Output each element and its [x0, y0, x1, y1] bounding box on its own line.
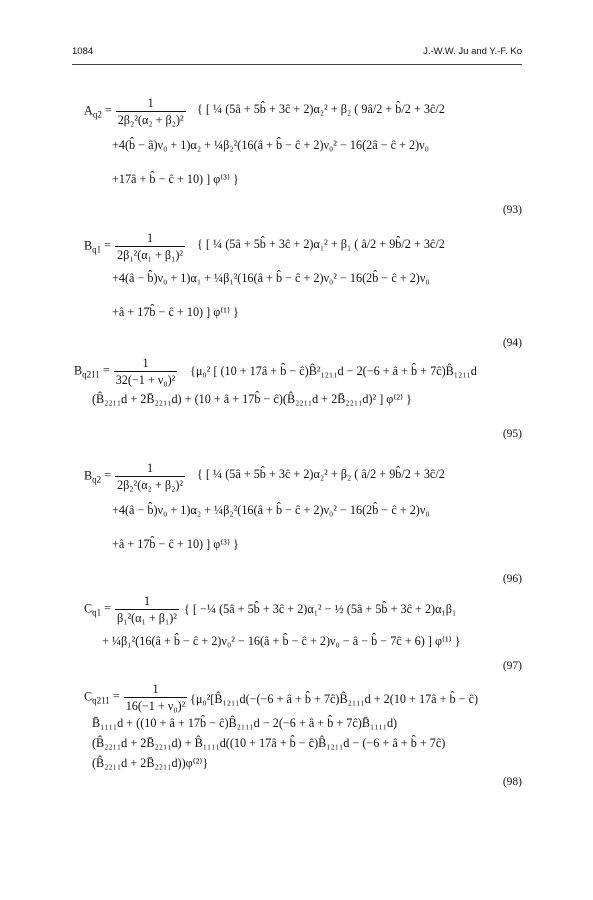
equation-line: { [ −¼ (5â + 5b̂ + 3ĉ + 2)α₁² − ½ (5â + 5b̂ + 3ĉ + 2)α₁β₁ [184, 602, 457, 616]
lhs-symbol: C [84, 601, 93, 616]
equation-line: B̄₁₁₁₁d + ((10 + â + 17b̂ − ĉ)B̂₂₁₁₁d − 2(−6 + â + b̂ + 7ĉ)B̄₁₁₁₁d) [92, 716, 398, 730]
prefactor [115, 594, 179, 625]
equation-line: {μ₀² [ (10 + 17â + b̂ − ĉ)B̂²₁₂₁₁d − 2(−6 + â + b̂ + 7ĉ)B̂₁₂₁₁d [190, 364, 477, 378]
lhs-subscript: q1 [92, 244, 102, 255]
equation-line: (B̂₂₂₁₁d + 2B̄₂₂₁₁d) + B̂₁₁₁₁d((10 + 17â + b̂ − ĉ)B̂₁₂₁₁d − (−6 + â + b̂ + 7ĉ) [92, 736, 446, 750]
equation-94 [72, 225, 522, 351]
lhs-subscript: q2 [92, 109, 102, 120]
prefactor [124, 682, 188, 713]
equation-lhs: $B_{q211}$ = $\frac{1}{\text{32(−1 + ν₀)²}}$ [74, 356, 176, 387]
lhs-symbol: C [84, 689, 93, 704]
equation-lhs: $B_{q1}$ = $\frac{1}{\text{2β₁²(α₁ + β₁)²}}$ [84, 231, 184, 262]
prefactor-denominator: 2β₂²(α₂ + β₂)² [117, 113, 184, 127]
equation-number: (93) [502, 204, 522, 216]
equation-93 [72, 88, 522, 214]
prefactor [114, 356, 178, 387]
prefactor [115, 231, 185, 262]
equation-number: (98) [502, 776, 522, 788]
lhs-subscript: q1 [92, 607, 102, 618]
prefactor-numerator: 1 [115, 461, 185, 477]
lhs-symbol: B [84, 468, 93, 483]
lhs-subscript: q211 [82, 369, 100, 380]
equation-95 [72, 352, 522, 442]
lhs-symbol: B [74, 363, 83, 378]
prefactor-denominator: 2β₂²(α₂ + β₂)² [117, 478, 184, 492]
equation-98 [72, 680, 522, 790]
prefactor-denominator: 16(−1 + ν₀)² [125, 699, 186, 713]
lhs-subscript: q211 [92, 695, 110, 706]
equation-line: + ¼β₁²(16(â + b̂ − ĉ + 2)ν₀² − 16(â + b̂ − ĉ + 2)ν₀ − â − b̂ − 7ĉ + 6) ] φ⁽¹⁾ } [102, 634, 461, 648]
lhs-symbol: B [84, 238, 93, 253]
header-rule [72, 64, 522, 65]
running-authors: J.-W.W. Ju and Y.-F. Ko [423, 46, 522, 57]
prefactor-denominator: β₁²(α₁ + β₁)² [117, 611, 177, 625]
equation-lhs: $C_{q1}$ = $\frac{1}{\text{β₁²(α₁ + β₁)²}}$ [84, 594, 177, 625]
equation-lhs: $A_{q2}$ = $\frac{1}{\text{2β₂²(α₂ + β₂)²}}$ [84, 96, 184, 127]
equation-lhs: $C_{q211}$ = $\frac{1}{\text{16(−1 + ν₀)²}}$ [84, 682, 186, 713]
prefactor-denominator: 32(−1 + ν₀)² [115, 373, 176, 387]
prefactor-numerator: 1 [116, 96, 186, 112]
equation-line: +4(â − b̂)ν₀ + 1)α₁ + ¼β₁²(16(â + b̂ − ĉ + 2)ν₀² − 16(2b̂ − ĉ + 2)ν₀ [112, 271, 430, 285]
prefactor-denominator: 2β₁²(α₁ + β₁)² [117, 248, 184, 262]
equation-line: +4(â − b̂)ν₀ + 1)α₂ + ¼β₂²(16(â + b̂ − ĉ + 2)ν₀² − 16(2b̂ − ĉ + 2)ν₀ [112, 503, 430, 517]
equation-number: (95) [502, 428, 522, 440]
equation-line: {μ₀²[B̂₁₂₁₁d(−(−6 + â + b̂ + 7ĉ)B̂₂₁₁₁d + 2(10 + 17â + b̂ − ĉ) [190, 692, 479, 706]
prefactor [115, 461, 185, 492]
equation-line: +17â + b̂ − ĉ + 10) ] φ⁽³⁾ } [112, 172, 239, 186]
page-number: 1084 [72, 46, 94, 57]
prefactor-numerator: 1 [114, 356, 178, 372]
equation-number: (94) [502, 337, 522, 349]
equation-lhs: $B_{q2}$ = $\frac{1}{\text{2β₂²(α₂ + β₂)²}}$ [84, 461, 184, 492]
equation-line: { [ ¼ (5â + 5b̂ + 3ĉ + 2)α₁² + β₁ ( â/2 + 9b̂/2 + 3ĉ/2 [197, 237, 445, 251]
equation-line: +â + 17b̂ − ĉ + 10) ] φ⁽³⁾ } [112, 537, 239, 551]
prefactor-numerator: 1 [115, 594, 179, 610]
prefactor-numerator: 1 [124, 682, 188, 698]
equation-number: (97) [502, 660, 522, 672]
equation-96 [72, 455, 522, 583]
equation-line: +â + 17b̂ − ĉ + 10) ] φ⁽¹⁾ } [112, 305, 239, 319]
prefactor-numerator: 1 [115, 231, 185, 247]
running-header [72, 46, 522, 60]
equation-number: (96) [502, 573, 522, 585]
lhs-symbol: A [84, 103, 93, 118]
equation-line: (B̂₂₂₁₁d + 2B̄₂₂₁₁d) + (10 + â + 17b̂ − ĉ)(B̂₂₂₁₁d + 2B̄₂₂₁₁d)² ] φ⁽²⁾ } [92, 392, 412, 406]
equation-97 [72, 590, 522, 670]
lhs-subscript: q2 [92, 474, 102, 485]
equation-line: { [ ¼ (5â + 5b̂ + 3ĉ + 2)α₂² + β₂ ( 9â/2 + b̂/2 + 3ĉ/2 [197, 102, 445, 116]
equation-line: +4(b̂ − â)ν₀ + 1)α₂ + ¼β₂²(16(â + b̂ − ĉ + 2)ν₀² − 16(2â − ĉ + 2)ν₀ [112, 138, 429, 152]
equation-line: (B̂₂₂₁₁d + 2B̄₂₂₁₁d))φ⁽²⁾} [92, 756, 209, 770]
equation-line: { [ ¼ (5â + 5b̂ + 3ĉ + 2)α₂² + β₂ ( â/2 + 9b̂/2 + 3ĉ/2 [197, 467, 445, 481]
prefactor [116, 96, 186, 127]
